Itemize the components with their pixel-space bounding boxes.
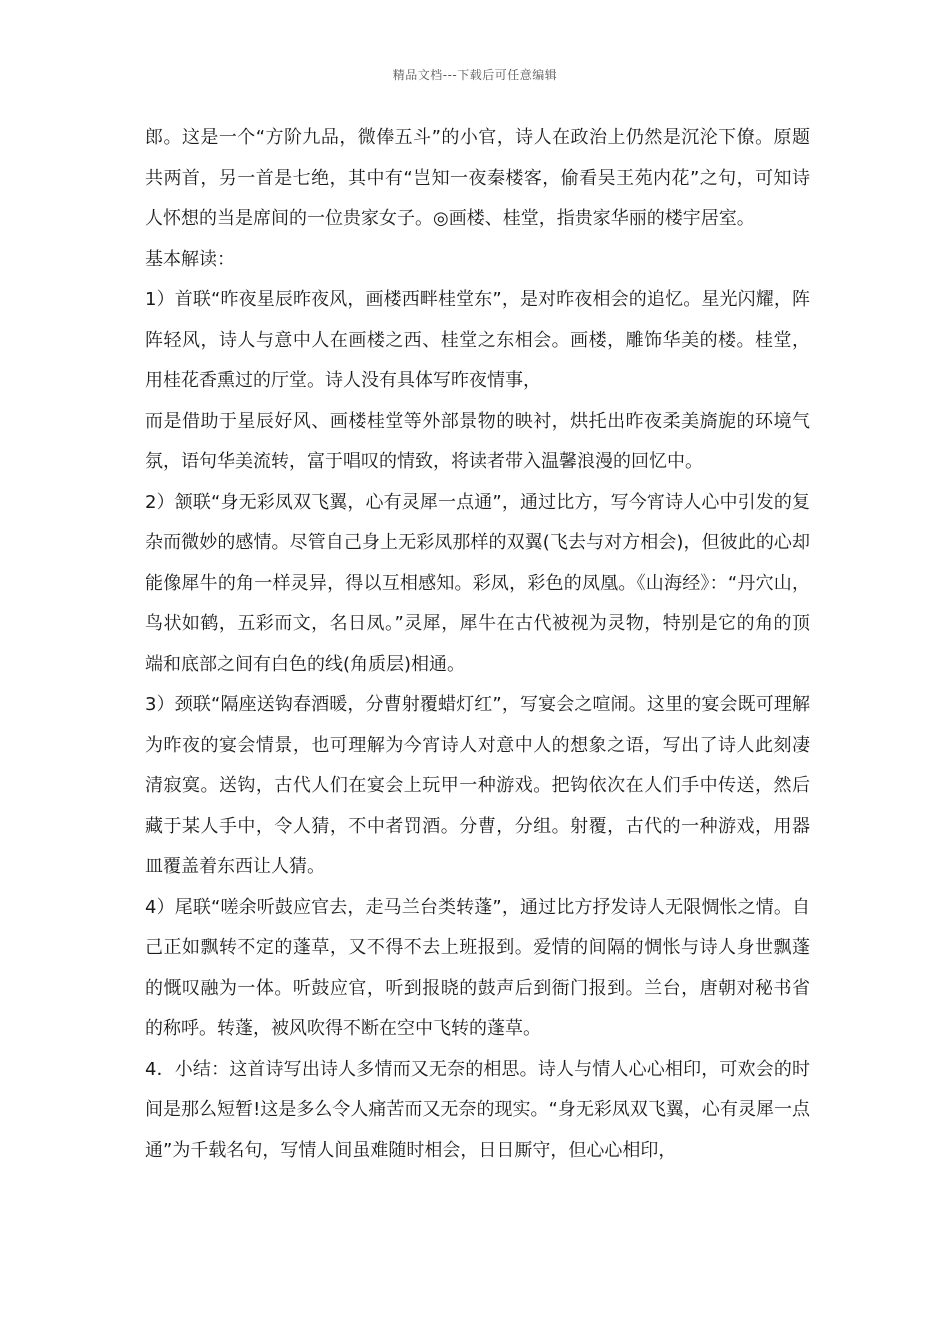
paragraph-final-couplet: 4）尾联“嗟余听鼓应官去，走马兰台类转蓬”，通过比方抒发诗人无限惆怅之情。自己正如飘转不定的蓬草，又不得不去上班报到。爱情的间隔的惆怅与诗人身世飘蓬的慨叹融为一体。听鼓应官，听到报晓的鼓声后到衙门报到。兰台，唐朝对秘书省的称呼。转蓬，被风吹得不断在空中飞转的蓬草。 — [145, 896, 810, 1039]
page-header: 精品文档---下载后可任意编辑 — [392, 68, 558, 82]
paragraph-first-couplet: 1）首联“昨夜星辰昨夜风，画楼西畔桂堂东”，是对昨夜相会的追忆。星光闪耀，阵阵轻风，诗人与意中人在画楼之西、桂堂之东相会。画楼，雕饰华美的楼。桂堂，用桂花香熏过的厅堂。诗人没有具体写昨夜情事， — [145, 289, 810, 391]
paragraph-intro-continued: 郎。这是一个“方阶九品，微俸五斗”的小官，诗人在政治上仍然是沉沦下僚。原题共两首，另一首是七绝，其中有“岂知一夜秦楼客，偷看吴王苑内花”之句，可知诗人怀想的当是席间的一位贵家女子。◎画楼、桂堂，指贵家华丽的楼宇居室。 — [145, 127, 810, 229]
document-body — [145, 118, 810, 1171]
paragraph-first-couplet-continued: 而是借助于星辰好风、画楼桂堂等外部景物的映衬，烘托出昨夜柔美旖旎的环境气氛，语句华美流转，富于唱叹的情致，将读者带入温馨浪漫的回忆中。 — [145, 410, 810, 472]
section-heading-basic-reading: 基本解读： — [145, 248, 235, 270]
paragraph-third-couplet: 3）颈联“隔座送钩春酒暖，分曹射覆蜡灯红”，写宴会之喧闹。这里的宴会既可理解为昨夜的宴会情景，也可理解为今宵诗人对意中人的想象之语，写出了诗人此刻凄清寂寞。送钩，古代人们在宴会上玩甲一种游戏。把钩依次在人们手中传送，然后藏于某人手中，令人猜，不中者罚酒。分曹，分组。射覆，古代的一种游戏，用器皿覆盖着东西让人猜。 — [145, 694, 810, 877]
paragraph-second-couplet: 2）颔联“身无彩凤双飞翼，心有灵犀一点通”，通过比方，写今宵诗人心中引发的复杂而微妙的感情。尽管自己身上无彩凤那样的双翼(飞去与对方相会)，但彼此的心却能像犀牛的角一样灵异，得以互相感知。彩凤，彩色的凤凰。《山海经》：“丹穴山，鸟状如鹤，五彩而文，名日凤。”灵犀，犀牛在古代被视为灵物，特别是它的角的顶端和底部之间有白色的线(角质层)相通。 — [145, 491, 810, 675]
paragraph-summary: 4．小结：这首诗写出诗人多情而又无奈的相思。诗人与情人心心相印，可欢会的时间是那么短暂!这是多么令人痛苦而又无奈的现实。“身无彩凤双飞翼，心有灵犀一点通”为千载名句，写情人间虽难随时相会，日日厮守，但心心相印， — [145, 1058, 810, 1161]
